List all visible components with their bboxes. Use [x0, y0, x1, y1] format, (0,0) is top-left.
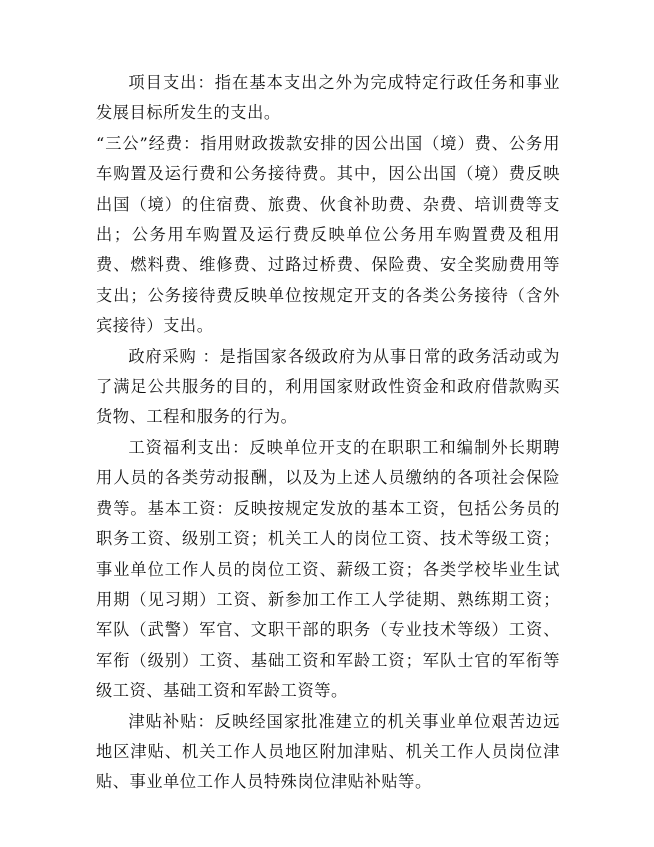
paragraph-government-procurement: 政府采购 ：是指国家各级政府为从事日常的政务活动或为了满足公共服务的目的，利用国家财政性资金和政府借款购买货物、工程和服务的行为。 [96, 346, 560, 427]
paragraph-salary-welfare: 工资福利支出：反映单位开支的在职职工和编制外长期聘用人员的各类劳动报酬，以及为上述人员缴纳的各项社会保险费等。基本工资：反映按规定发放的基本工资，包括公务员的职务工资、级别工资；机关工人的岗位工资、技术等级工资；事业单位工作人员的岗位工资、薪级工资；各类学校毕业生试用期（见习期）工资、新参加工作工人学徒期、熟练期工资；军队（武警）军官、文职干部的职务（专业技术等级）工资、军衔（级别）工资、基础工资和军龄工资；军队士官的军衔等级工资、基础工资和军龄工资等。 [96, 437, 560, 701]
paragraph-three-public-expenses: “三公”经费：指用财政拨款安排的因公出国（境）费、公务用车购置及运行费和公务接待费。其中，因公出国（境）费反映出国（境）的住宿费、旅费、伙食补助费、杂费、培训费等支出；公务用车购置及运行费反映单位公务用车购置费及租用费、燃料费、维修费、过路过桥费、保险费、安全奖励费用等支出；公务接待费反映单位按规定开支的各类公务接待（含外宾接待）支出。 [96, 133, 560, 336]
paragraph-allowances: 津贴补贴：反映经国家批准建立的机关事业单位艰苦边远地区津贴、机关工作人员地区附加津贴、机关工作人员岗位津贴、事业单位工作人员特殊岗位津贴补贴等。 [96, 711, 560, 792]
document-body [96, 68, 560, 798]
paragraph-project-expenditure: 项目支出：指在基本支出之外为完成特定行政任务和事业发展目标所发生的支出。 [96, 73, 560, 123]
